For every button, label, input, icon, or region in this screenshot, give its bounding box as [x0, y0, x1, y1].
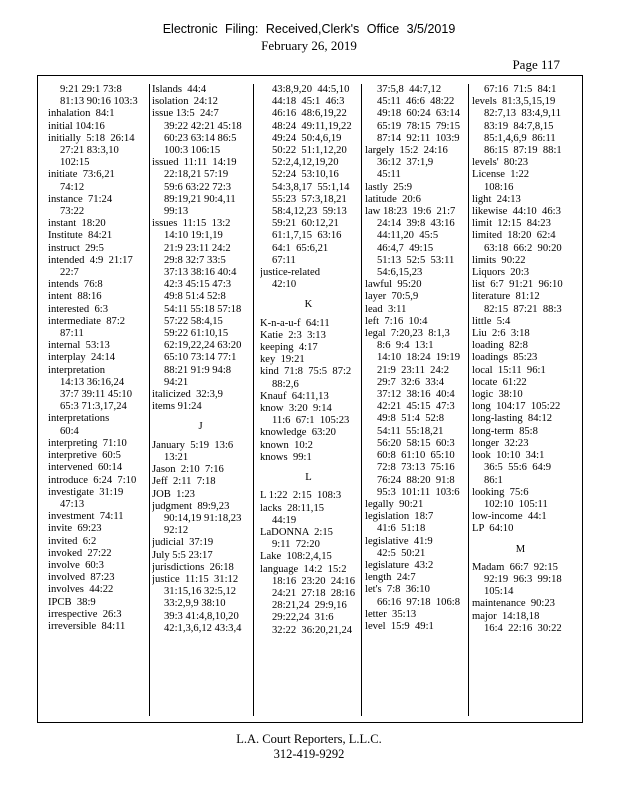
- index-entry-continuation: 14:10 18:24 19:19: [377, 352, 460, 364]
- footer-phone: 312-419-9292: [273, 747, 345, 761]
- index-entry: Katie 2:3 3:13: [260, 329, 326, 341]
- index-entry: looking 75:6: [472, 486, 529, 498]
- index-entry: little 5:4: [472, 315, 511, 327]
- index-entry-continuation: 65:3 71:3,17,24: [60, 401, 127, 413]
- index-entry-continuation: 42:1,3,6,12 43:3,4: [164, 622, 242, 634]
- index-entry-continuation: 45:11 46:6 48:22: [377, 96, 455, 108]
- index-entry-continuation: 42:5 50:21: [377, 547, 426, 559]
- index-entry-continuation: 55:23 57:3,18,21: [272, 193, 347, 205]
- index-entry: long-term 85:8: [472, 425, 538, 437]
- index-entry-continuation: 59:6 63:22 72:3: [164, 181, 232, 193]
- index-entry-continuation: 21:9 23:11 24:2: [377, 364, 449, 376]
- index-entry: look 10:10 34:1: [472, 450, 545, 462]
- index-entry-continuation: 11:6 67:1 105:23: [272, 415, 350, 427]
- index-entry: Lake 108:2,4,15: [260, 551, 332, 563]
- index-entry-continuation: 8:6 9:4 13:1: [377, 340, 434, 352]
- index-entry-continuation: 24:21 27:18 28:16: [272, 587, 355, 599]
- index-entry: let's 7:8 36:10: [365, 584, 430, 596]
- index-entry: logic 38:10: [472, 389, 523, 401]
- index-entry: instance 71:24: [48, 193, 113, 205]
- index-entry: level 15:9 49:1: [365, 620, 434, 632]
- index-entry: July 5:5 23:17: [152, 549, 213, 561]
- index-entry-continuation: 29:7 32:6 33:4: [377, 376, 445, 388]
- index-entry-continuation: 56:20 58:15 60:3: [377, 437, 455, 449]
- index-column-5: [472, 84, 569, 716]
- index-entry-continuation: 54:11 55:18 57:18: [164, 303, 242, 315]
- index-entry: initial 104:16: [48, 120, 105, 132]
- index-entry-continuation: 21:9 23:11 24:2: [164, 242, 231, 254]
- index-entry: introduce 6:24 7:10: [48, 474, 137, 486]
- index-entry: intent 88:16: [48, 291, 102, 303]
- index-entry: low-income 44:1: [472, 511, 547, 523]
- index-entry: maintenance 90:23: [472, 598, 555, 610]
- index-entry: largely 15:2 24:16: [365, 145, 448, 157]
- index-entry: keeping 4:17: [260, 342, 318, 354]
- index-entry: Liquors 20:3: [472, 267, 530, 279]
- index-entry-continuation: 47:13: [60, 498, 85, 510]
- index-entry-continuation: 57:22 58:4,15: [164, 315, 223, 327]
- index-entry: Liu 2:6 3:18: [472, 328, 530, 340]
- index-entry: interpreting 71:10: [48, 437, 127, 449]
- filing-header: Electronic Filing: Received,Clerk's Office 3/5/2019: [162, 22, 456, 36]
- index-entry: intended 4:9 21:17: [48, 254, 133, 266]
- index-entry: loadings 85:23: [472, 352, 538, 364]
- index-entry: lastly 25:9: [365, 181, 413, 193]
- index-entry: limits 90:22: [472, 254, 526, 266]
- index-entry-continuation: 86:1: [484, 474, 503, 486]
- index-entry: list 6:7 91:21 96:10: [472, 279, 563, 291]
- footer-company: L.A. Court Reporters, L.L.C.: [236, 732, 382, 746]
- index-entry: length 24:7: [365, 572, 416, 584]
- index-entry-continuation: 102:10 105:11: [484, 498, 548, 510]
- index-entry-continuation: 67:11: [272, 254, 296, 266]
- index-entry-continuation: 72:8 73:13 75:16: [377, 462, 455, 474]
- index-entry-continuation: 83:19 84:7,8,15: [484, 120, 554, 132]
- index-entry-continuation: 9:21 29:1 73:8: [60, 84, 122, 95]
- index-entry-continuation: 50:22 51:1,12,20: [272, 145, 347, 157]
- index-entry: left 7:16 10:4: [365, 315, 428, 327]
- index-entry: issues 11:15 13:2: [152, 218, 231, 230]
- index-letter-heading: M: [515, 543, 526, 555]
- index-entry: layer 70:5,9: [365, 291, 419, 303]
- index-entry-continuation: 54:3,8,17 55:1,14: [272, 181, 350, 193]
- index-entry: involves 44:22: [48, 584, 114, 596]
- index-entry: inhalation 84:1: [48, 108, 115, 120]
- index-entry-continuation: 29:8 32:7 33:5: [164, 254, 226, 266]
- index-entry: Islands 44:4: [152, 84, 207, 95]
- index-entry: issue 13:5 24:7: [152, 108, 219, 120]
- index-entry: intermediate 87:2: [48, 315, 126, 327]
- index-entry: levels' 80:23: [472, 157, 529, 169]
- index-entry: limited 18:20 62:4: [472, 230, 556, 242]
- index-entry: likewise 44:10 46:3: [472, 206, 561, 218]
- index-entry-continuation: 29:22,24 31:6: [272, 612, 334, 624]
- index-entry-continuation: 89:19,21 90:4,11: [164, 193, 236, 205]
- index-entry-continuation: 65:19 78:15 79:15: [377, 120, 460, 132]
- index-entry: investment 74:11: [48, 511, 124, 523]
- index-entry: interpretations: [48, 413, 110, 425]
- index-entry-continuation: 105:14: [484, 586, 514, 598]
- index-entry-continuation: 67:16 71:5 84:1: [484, 84, 557, 95]
- index-entry-continuation: 86:15 87:19 88:1: [484, 145, 562, 157]
- index-entry: IPCB 38:9: [48, 596, 96, 608]
- index-entry: K-n-a-u-f 64:11: [260, 317, 330, 329]
- index-entry-continuation: 82:7,13 83:4,9,11: [484, 108, 562, 120]
- index-entry: internal 53:13: [48, 340, 110, 352]
- index-entry: invoked 27:22: [48, 547, 112, 559]
- index-column-4: [365, 84, 462, 716]
- index-entry-continuation: 58:4,12,23 59:13: [272, 206, 347, 218]
- index-letter-heading: J: [198, 421, 203, 433]
- index-entry: interested 6:3: [48, 303, 109, 315]
- index-entry-continuation: 60:23 63:14 86:5: [164, 132, 237, 144]
- index-entry-continuation: 33:2,9,9 38:10: [164, 598, 226, 610]
- index-column-2: [152, 84, 249, 716]
- index-entry: legislation 18:7: [365, 511, 434, 523]
- index-entry: known 10:2: [260, 439, 313, 451]
- index-entry: instant 18:20: [48, 218, 106, 230]
- index-entry-continuation: 85:1,4,6,9 86:11: [484, 132, 556, 144]
- index-entry: LaDONNA 2:15: [260, 526, 333, 538]
- index-entry-continuation: 37:7 39:11 45:10: [60, 389, 132, 401]
- index-entry-continuation: 99:13: [164, 206, 189, 218]
- index-letter-heading: K: [304, 299, 313, 311]
- index-entry-continuation: 59:21 60:12,21: [272, 218, 339, 230]
- index-entry-continuation: 39:22 42:21 45:18: [164, 120, 242, 132]
- index-entry-continuation: 41:6 51:18: [377, 523, 426, 535]
- index-entry: major 14:18,18: [472, 610, 540, 622]
- index-entry: levels 81:3,5,15,19: [472, 96, 556, 108]
- index-entry-continuation: 62:19,22,24 63:20: [164, 340, 242, 352]
- index-entry: legally 90:21: [365, 498, 424, 510]
- index-entry-continuation: 54:6,15,23: [377, 267, 423, 279]
- index-entry-continuation: 18:16 23:20 24:16: [272, 575, 355, 587]
- index-entry: know 3:20 9:14: [260, 403, 332, 415]
- index-entry: judicial 37:19: [152, 537, 214, 549]
- index-entry-continuation: 27:21 83:3,10: [60, 145, 119, 157]
- index-entry-continuation: 74:12: [60, 181, 85, 193]
- index-entry: italicized 32:3,9: [152, 389, 223, 401]
- index-entry-continuation: 9:11 72:20: [272, 539, 320, 551]
- index-entry-continuation: 63:18 66:2 90:20: [484, 242, 562, 254]
- index-column-3: [260, 84, 357, 716]
- index-entry-continuation: 42:21 45:15 47:3: [377, 401, 455, 413]
- index-entry: intervened 60:14: [48, 462, 123, 474]
- index-entry: L 1:22 2:15 108:3: [260, 490, 342, 502]
- index-entry-continuation: 92:19 96:3 99:18: [484, 573, 562, 585]
- index-entry-continuation: 37:12 38:16 40:4: [377, 389, 455, 401]
- index-entry: long 104:17 105:22: [472, 401, 561, 413]
- index-entry: light 24:13: [472, 193, 521, 205]
- index-entry: involved 87:23: [48, 572, 115, 584]
- index-entry: LP 64:10: [472, 523, 514, 535]
- index-entry-continuation: 13:21: [164, 451, 189, 463]
- index-entry: intends 76:8: [48, 279, 103, 291]
- index-entry-continuation: 37:13 38:16 40:4: [164, 267, 237, 279]
- index-entry-continuation: 22:18,21 57:19: [164, 169, 229, 181]
- index-entry: irrespective 26:3: [48, 608, 122, 620]
- index-entry-continuation: 44:18 45:1 46:3: [272, 96, 345, 108]
- index-entry: longer 32:23: [472, 437, 529, 449]
- index-entry-continuation: 64:1 65:6,21: [272, 242, 329, 254]
- index-entry-continuation: 90:14,19 91:18,23: [164, 512, 242, 524]
- index-entry: License 1:22: [472, 169, 530, 181]
- index-entry: legislative 41:9: [365, 535, 433, 547]
- index-entry: issued 11:11 14:19: [152, 157, 237, 169]
- column-divider: [149, 84, 150, 716]
- index-entry: limit 12:15 84:23: [472, 218, 551, 230]
- index-entry: locate 61:22: [472, 376, 527, 388]
- index-entry-continuation: 49:24 50:4,6,19: [272, 132, 342, 144]
- index-entry: legal 7:20,23 8:1,3: [365, 328, 450, 340]
- index-entry-continuation: 82:15 87:21 88:3: [484, 303, 562, 315]
- index-entry-continuation: 65:10 73:14 77:1: [164, 352, 237, 364]
- index-entry-continuation: 59:22 61:10,15: [164, 328, 229, 340]
- index-entry-continuation: 87:11: [60, 328, 84, 340]
- index-entry-continuation: 16:4 22:16 30:22: [484, 622, 562, 634]
- index-entry-continuation: 46:4,7 49:15: [377, 242, 434, 254]
- index-entry-continuation: 73:22: [60, 206, 85, 218]
- index-entry: legislature 43:2: [365, 559, 434, 571]
- index-entry: JOB 1:23: [152, 488, 195, 500]
- index-entry: judgment 89:9,23: [152, 500, 230, 512]
- index-entry: items 91:24: [152, 401, 202, 413]
- index-entry: justice 11:15 31:12: [152, 573, 239, 585]
- index-entry: Institute 84:21: [48, 230, 113, 242]
- index-entry-continuation: 49:8 51:4 52:8: [164, 291, 226, 303]
- index-entry-continuation: 22:7: [60, 267, 79, 279]
- index-entry: jurisdictions 26:18: [152, 561, 234, 573]
- index-entry-continuation: 95:3 101:11 103:6: [377, 486, 460, 498]
- index-entry: lawful 95:20: [365, 279, 422, 291]
- column-divider: [468, 84, 469, 716]
- index-entry-continuation: 42:3 45:15 47:3: [164, 279, 232, 291]
- word-index-table: [37, 75, 583, 723]
- index-entry-continuation: 100:3 106:15: [164, 145, 221, 157]
- index-entry: language 14:2 15:2: [260, 563, 347, 575]
- index-entry-continuation: 88:21 91:9 94:8: [164, 364, 232, 376]
- index-entry: lead 3:11: [365, 303, 407, 315]
- index-entry: justice-related: [260, 267, 320, 279]
- index-entry-continuation: 46:16 48:6,19,22: [272, 108, 347, 120]
- index-entry-continuation: 37:5,8 44:7,12: [377, 84, 442, 95]
- index-entry-continuation: 14:10 19:1,19: [164, 230, 223, 242]
- index-entry: long-lasting 84:12: [472, 413, 553, 425]
- index-entry-continuation: 44:19: [272, 514, 297, 526]
- filing-date: February 26, 2019: [261, 38, 357, 53]
- index-entry: key 19:21: [260, 354, 305, 366]
- index-entry: literature 81:12: [472, 291, 540, 303]
- index-entry-continuation: 87:14 92:11 103:9: [377, 132, 460, 144]
- index-entry-continuation: 51:13 52:5 53:11: [377, 254, 455, 266]
- index-entry: investigate 31:19: [48, 486, 124, 498]
- index-entry: isolation 24:12: [152, 96, 218, 108]
- index-entry-continuation: 49:8 51:4 52:8: [377, 413, 445, 425]
- index-entry-continuation: 81:13 90:16 103:3: [60, 96, 138, 108]
- index-entry: kind 71:8 75:5 87:2: [260, 366, 352, 378]
- index-entry-continuation: 61:1,7,15 63:16: [272, 230, 342, 242]
- index-entry-continuation: 54:11 55:18,21: [377, 425, 444, 437]
- index-entry: knows 99:1: [260, 451, 312, 463]
- index-entry: lacks 28:11,15: [260, 502, 325, 514]
- index-entry-continuation: 14:13 36:16,24: [60, 376, 125, 388]
- index-entry-continuation: 32:22 36:20,21,24: [272, 624, 353, 636]
- index-entry: January 5:19 13:6: [152, 439, 234, 451]
- index-entry-continuation: 102:15: [60, 157, 90, 169]
- index-entry-continuation: 49:18 60:24 63:14: [377, 108, 460, 120]
- index-entry-continuation: 52:24 53:10,16: [272, 169, 339, 181]
- index-entry: letter 35:13: [365, 608, 417, 620]
- index-entry-continuation: 36:12 37:1,9: [377, 157, 434, 169]
- index-entry: Knauf 64:11,13: [260, 390, 329, 402]
- index-entry-continuation: 39:3 41:4,8,10,20: [164, 610, 239, 622]
- index-entry-continuation: 76:24 88:20 91:8: [377, 474, 455, 486]
- index-entry: Jason 2:10 7:16: [152, 464, 224, 476]
- index-entry: involve 60:3: [48, 559, 104, 571]
- index-entry: initially 5:18 26:14: [48, 132, 135, 144]
- index-entry: interpretation: [48, 364, 106, 376]
- index-entry: initiate 73:6,21: [48, 169, 115, 181]
- index-entry: local 15:11 96:1: [472, 364, 546, 376]
- index-entry-continuation: 94:21: [164, 376, 189, 388]
- page-number: Page 117: [512, 57, 560, 72]
- column-divider: [361, 84, 362, 716]
- index-entry: loading 82:8: [472, 340, 528, 352]
- index-entry: instruct 29:5: [48, 242, 104, 254]
- index-entry-continuation: 45:11: [377, 169, 401, 181]
- index-entry: interplay 24:14: [48, 352, 116, 364]
- index-entry: Jeff 2:11 7:18: [152, 476, 216, 488]
- column-divider: [253, 84, 254, 716]
- index-entry-continuation: 92:12: [164, 525, 189, 537]
- index-column-1: [48, 84, 145, 716]
- index-entry-continuation: 48:24 49:11,19,22: [272, 120, 352, 132]
- index-entry-continuation: 108:16: [484, 181, 514, 193]
- index-entry-continuation: 42:10: [272, 279, 297, 291]
- index-entry-continuation: 28:21,24 29:9,16: [272, 600, 347, 612]
- index-entry-continuation: 66:16 97:18 106:8: [377, 596, 460, 608]
- index-entry: latitude 20:6: [365, 193, 421, 205]
- index-entry: law 18:23 19:6 21:7: [365, 206, 456, 218]
- index-entry-continuation: 52:2,4,12,19,20: [272, 157, 339, 169]
- index-letter-heading: L: [305, 472, 312, 484]
- index-entry-continuation: 43:8,9,20 44:5,10: [272, 84, 350, 95]
- index-entry: knowledge 63:20: [260, 427, 336, 439]
- index-entry-continuation: 60:8 61:10 65:10: [377, 450, 455, 462]
- index-entry: Madam 66:7 92:15: [472, 561, 558, 573]
- index-entry-continuation: 60:4: [60, 425, 79, 437]
- index-entry-continuation: 44:11,20 45:5: [377, 230, 439, 242]
- index-entry: interpretive 60:5: [48, 450, 121, 462]
- index-entry-continuation: 31:15,16 32:5,12: [164, 586, 237, 598]
- index-entry-continuation: 24:14 39:8 43:16: [377, 218, 455, 230]
- index-entry: invited 6:2: [48, 535, 97, 547]
- index-entry: irreversible 84:11: [48, 620, 126, 632]
- index-entry: invite 69:23: [48, 523, 102, 535]
- index-entry-continuation: 36:5 55:6 64:9: [484, 462, 552, 474]
- index-entry-continuation: 88:2,6: [272, 378, 299, 390]
